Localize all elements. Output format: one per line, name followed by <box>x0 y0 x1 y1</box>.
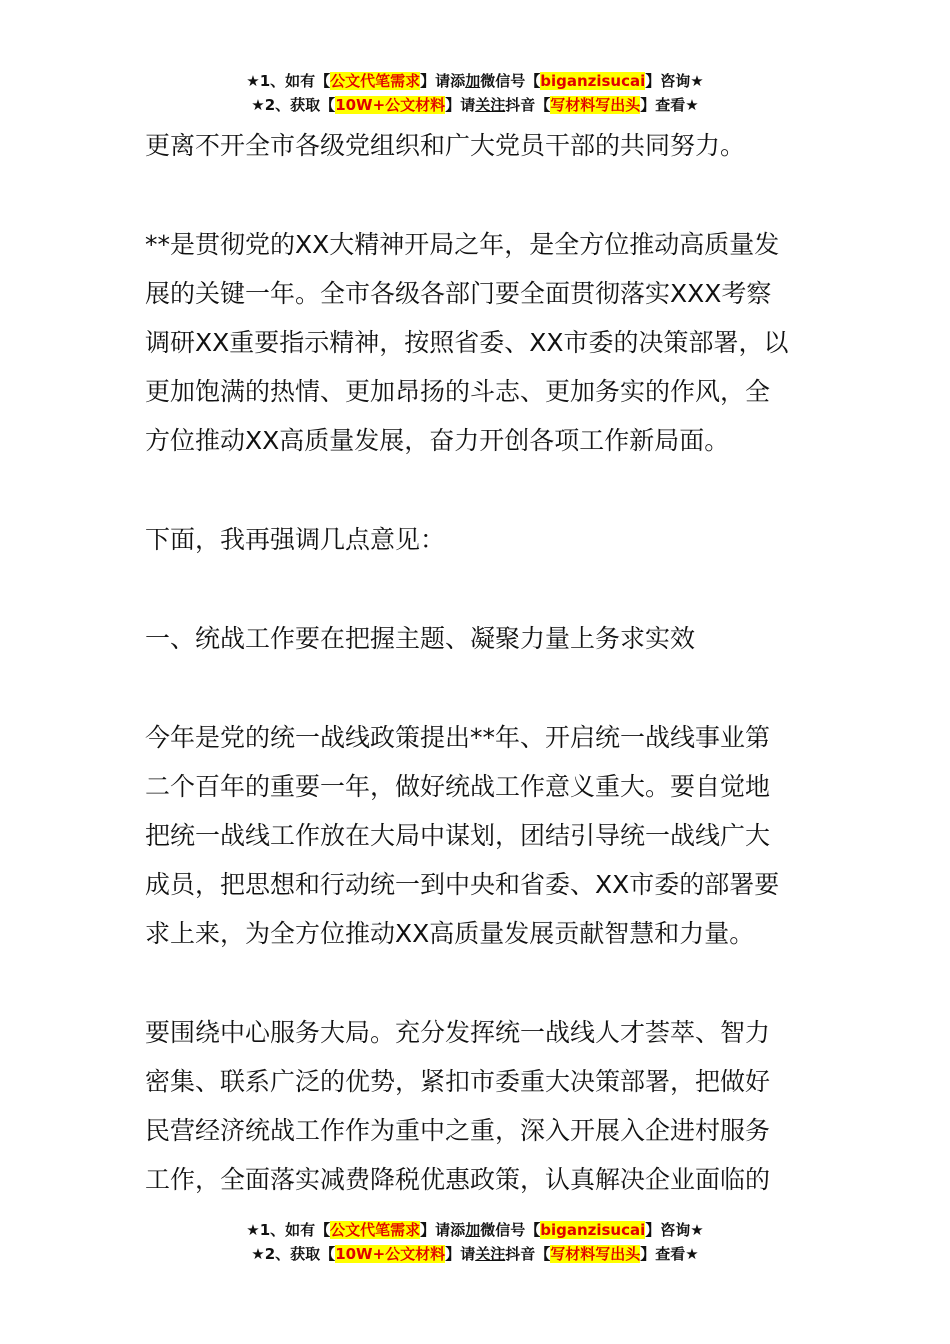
text-line: 调研XX重要指示精神，按照省委、XX市委的决策部署，以 <box>145 328 789 357</box>
banner-line-2: ★2、获取【10W+公文材料】请关注抖音【写材料写出头】查看★ <box>251 1245 699 1263</box>
paragraph <box>145 121 810 170</box>
text-line: 密集、联系广泛的优势，紧扣市委重大决策部署，把做好 <box>145 1067 771 1096</box>
highlight-service: 公文代笔需求 <box>330 72 421 90</box>
footer-banner <box>0 1218 950 1266</box>
text-line: 把统一战线工作放在大局中谋划，团结引导统一战线广大 <box>145 821 771 850</box>
paragraph <box>145 515 810 564</box>
section-heading <box>145 614 810 663</box>
header-banner <box>0 69 950 117</box>
text-line: 求上来，为全方位推动XX高质量发展贡献智慧和力量。 <box>145 919 755 948</box>
banner-line-2: ★2、获取【10W+公文材料】请关注抖音【写材料写出头】查看★ <box>251 96 699 114</box>
text-line: 更离不开全市各级党组织和广大党员干部的共同努力。 <box>145 131 746 160</box>
paragraph <box>145 1008 810 1204</box>
document-body <box>145 121 810 1204</box>
text-line: 民营经济统战工作作为重中之重，深入开展入企进村服务 <box>145 1116 771 1145</box>
text-line: 二个百年的重要一年，做好统战工作意义重大。要自觉地 <box>145 772 771 801</box>
highlight-wechat-id: biganzisucai <box>540 1221 646 1239</box>
highlight-service: 公文代笔需求 <box>330 1221 421 1239</box>
highlight-wechat-id: biganzisucai <box>540 72 646 90</box>
heading-line: 一、统战工作要在把握主题、凝聚力量上务求实效 <box>145 624 696 653</box>
text-line: 下面，我再强调几点意见： <box>145 525 446 554</box>
text-line: 今年是党的统一战线政策提出**年、开启统一战线事业第 <box>145 723 771 752</box>
paragraph <box>145 220 810 465</box>
highlight-douyin: 写材料写出头 <box>550 1245 641 1263</box>
highlight-materials: 10W+公文材料 <box>335 1245 446 1263</box>
text-line: 展的关键一年。全市各级各部门要全面贯彻落实XXX考察 <box>145 279 772 308</box>
banner-line-1: ★1、如有【公文代笔需求】请添加微信号【biganzisucai】咨询★ <box>246 1221 704 1239</box>
highlight-materials: 10W+公文材料 <box>335 96 446 114</box>
text-line: 工作，全面落实减费降税优惠政策，认真解决企业面临的 <box>145 1165 771 1194</box>
banner-line-1: ★1、如有【公文代笔需求】请添加微信号【biganzisucai】咨询★ <box>246 72 704 90</box>
text-line: 更加饱满的热情、更加昂扬的斗志、更加务实的作风，全 <box>145 377 771 406</box>
text-line: 方位推动XX高质量发展，奋力开创各项工作新局面。 <box>145 426 730 455</box>
paragraph <box>145 713 810 958</box>
highlight-douyin: 写材料写出头 <box>550 96 641 114</box>
text-line: **是贯彻党的XX大精神开局之年，是全方位推动高质量发 <box>145 230 780 259</box>
text-line: 成员，把思想和行动统一到中央和省委、XX市委的部署要 <box>145 870 780 899</box>
text-line: 要围绕中心服务大局。充分发挥统一战线人才荟萃、智力 <box>145 1018 771 1047</box>
